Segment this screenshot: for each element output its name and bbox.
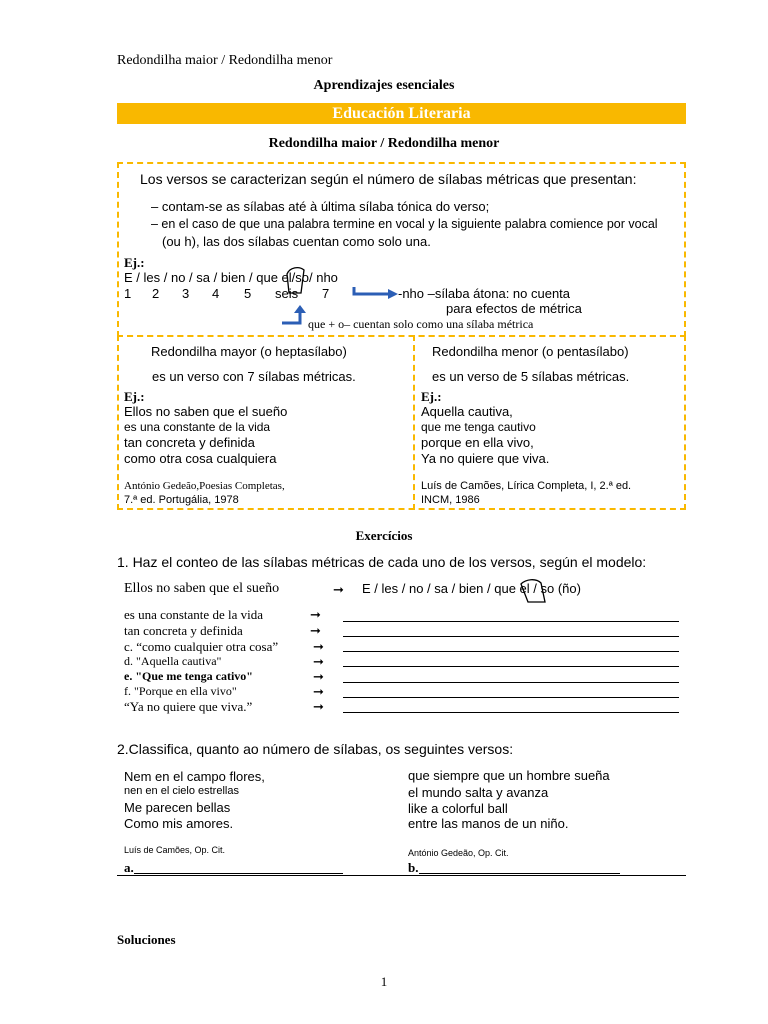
maior-verse: es una constante de la vida: [124, 420, 271, 434]
maior-ej-label: Ej.:: [124, 389, 145, 404]
maior-source-1: António Gedeão,Poesias Completas,: [124, 480, 285, 492]
ex1-item: d. "Aquella cautiva": [124, 654, 222, 668]
maior-verse: como otra cosa cualquiera: [124, 451, 277, 466]
intro-ej-num-7: 7: [322, 286, 330, 301]
poem-a-line: nen en el cielo estrellas: [124, 785, 239, 797]
poem-b-line: like a colorful ball: [408, 801, 508, 816]
arrow-icon: ➞: [310, 608, 321, 623]
ex1-item: “Ya no quiere que viva.”: [124, 699, 253, 714]
maior-title: Redondilha mayor (o heptasílabo): [151, 344, 347, 359]
page-subtitle: Aprendizajes esenciales: [313, 78, 455, 93]
maior-source-2: 7.ª ed. Portugália, 1978: [124, 494, 239, 506]
syllable-link-icon: [518, 578, 548, 606]
intro-rule-2a: – en el caso de que una palabra termine en vocal y la siguiente palabra comience por vocal: [151, 217, 658, 231]
intro-note-1: -nho –sílaba átona: no cuenta: [398, 286, 571, 301]
answer-a-label: a.: [124, 860, 134, 875]
arrow-icon: ➞: [313, 670, 324, 685]
ex1-item: c. “como cualquier otra cosa”: [124, 639, 279, 654]
poem-b-source: António Gedeão, Op. Cit.: [408, 848, 509, 858]
intro-ej-num-1: 1: [124, 286, 132, 301]
poem-a-source: Luís de Camões, Op. Cit.: [124, 845, 226, 855]
intro-ej-num-3: 3: [182, 286, 190, 301]
menor-verse: porque en ella vivo,: [421, 435, 534, 450]
ex1-model-verse: Ellos no saben que el sueño: [124, 581, 280, 596]
solutions-title: Soluciones: [117, 932, 176, 947]
answer-line[interactable]: [343, 621, 679, 622]
band-title: Educación Literaria: [332, 105, 471, 122]
answer-line[interactable]: [343, 651, 679, 652]
ex1-item: es una constante de la vida: [124, 607, 263, 622]
intro-ej-num-5: 5: [244, 286, 252, 301]
arrow-icon: ➞: [313, 655, 324, 670]
section-title: Redondilha maior / Redondilha menor: [268, 136, 500, 151]
poem-a-line: Como mis amores.: [124, 816, 234, 831]
poem-a-line: Me parecen bellas: [124, 800, 231, 815]
intro-note-2: para efectos de métrica: [446, 301, 582, 316]
ex1-item: e. "Que me tenga cativo": [124, 669, 253, 683]
menor-ej-label: Ej.:: [421, 389, 442, 404]
answer-line[interactable]: [343, 636, 679, 637]
blue-up-arrow-icon: [280, 305, 308, 327]
answer-b-label: b.: [408, 860, 419, 875]
poem-b-line: entre las manos de un niño.: [408, 816, 569, 831]
menor-source-2: INCM, 1986: [421, 494, 480, 506]
menor-title: Redondilha menor (o pentasílabo): [432, 344, 629, 359]
intro-rule-1: – contam-se as sílabas até à última sílaba tónica do verso;: [151, 199, 490, 214]
page-number: 1: [380, 974, 388, 989]
answer-line[interactable]: [343, 682, 679, 683]
maior-def: es un verso con 7 sílabas métricas.: [152, 369, 356, 384]
ex1-item: f. "Porque en ella vivo": [124, 684, 237, 698]
ex1-prompt: 1. Haz el conteo de las sílabas métricas de cada uno de los versos, según el modelo:: [117, 554, 647, 570]
page-header: Redondilha maior / Redondilha menor: [117, 53, 333, 68]
answer-line[interactable]: [343, 712, 679, 713]
menor-verse: Aquella cautiva,: [421, 404, 513, 419]
intro-ej-syllables: E / les / no / sa / bien / que el/so/ nho: [124, 270, 338, 285]
intro-ej-label: Ej.:: [124, 255, 145, 270]
arrow-icon: ➞: [313, 700, 324, 715]
answer-line-b[interactable]: [419, 873, 620, 874]
intro-note-3: que + o– cuentan solo como una sílaba métrica: [308, 317, 534, 331]
blue-arrow-icon: [352, 285, 400, 301]
ex1-model-answer: E / les / no / sa / bien / que el / so (ño): [362, 581, 581, 596]
arrow-icon: ➞: [313, 640, 324, 655]
intro-line: Los versos se caracterizan según el número de sílabas métricas que presentan:: [140, 171, 637, 187]
arrow-icon: ➞: [313, 685, 324, 700]
intro-ej-num-4: 4: [212, 286, 220, 301]
maior-verse: tan concreta y definida: [124, 435, 255, 450]
types-divider: [413, 335, 415, 510]
intro-rule-2b: (ou h), las dos sílabas cuentan como solo una.: [162, 234, 431, 249]
menor-def: es un verso de 5 sílabas métricas.: [432, 369, 630, 384]
intro-box: [117, 162, 686, 337]
arrow-icon: ➞: [333, 583, 344, 598]
answer-line-a[interactable]: [134, 873, 343, 874]
poem-a-line: Nem en el campo flores,: [124, 769, 265, 784]
answer-line[interactable]: [343, 697, 679, 698]
menor-verse: Ya no quiere que viva.: [421, 451, 550, 466]
ex2-prompt: 2.Classifica, quanto ao número de sílabas, os seguintes versos:: [117, 741, 514, 757]
menor-source-1: Luís de Camões, Lírica Completa, I, 2.ª ed.: [421, 480, 632, 492]
maior-verse: Ellos no saben que el sueño: [124, 404, 288, 419]
ex1-item: tan concreta y definida: [124, 623, 243, 638]
arrow-icon: ➞: [310, 624, 321, 639]
intro-ej-num-6: seis: [275, 286, 299, 301]
answer-line[interactable]: [343, 666, 679, 667]
menor-verse: que me tenga cautivo: [421, 420, 536, 434]
poem-b-line: el mundo salta y avanza: [408, 785, 549, 800]
poem-b-line: que siempre que un hombre sueña: [408, 768, 610, 783]
divider-line: [117, 875, 686, 876]
intro-ej-num-2: 2: [152, 286, 160, 301]
exercises-title: Exercícios: [355, 528, 413, 543]
